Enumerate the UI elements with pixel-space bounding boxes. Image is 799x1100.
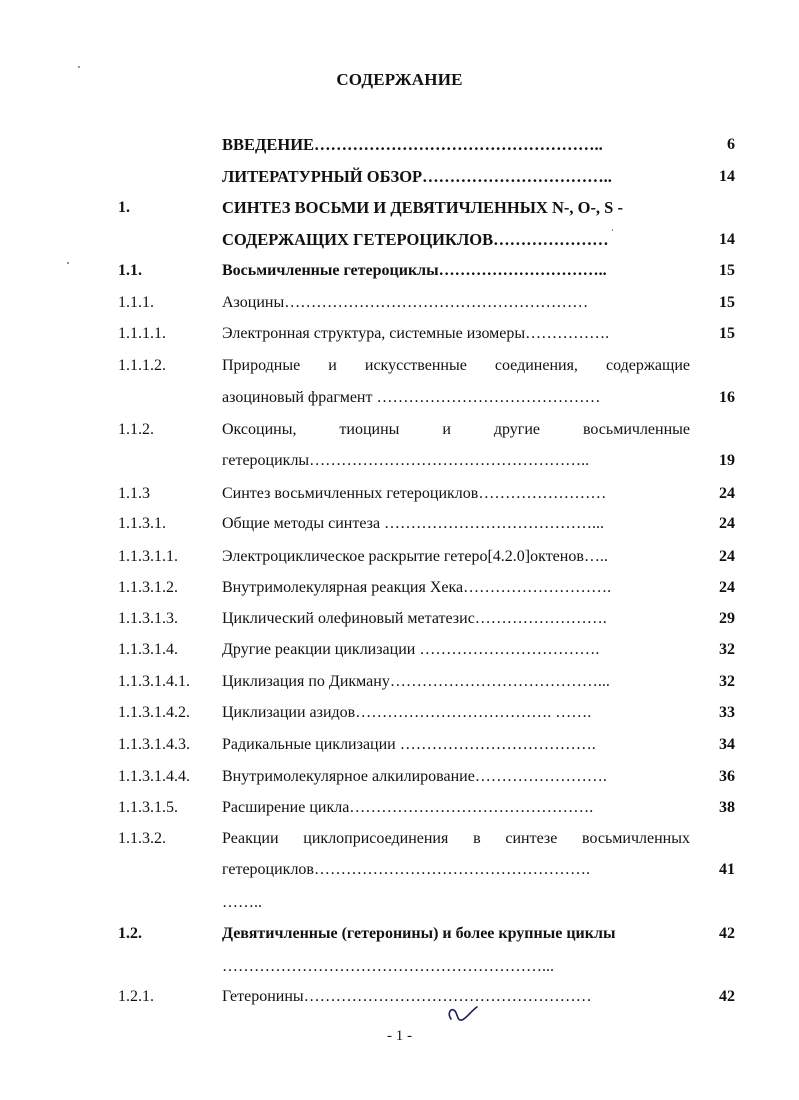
toc-entry-number: 1. bbox=[118, 199, 130, 216]
toc-entry-number: 1.1.1.2. bbox=[118, 357, 166, 374]
toc-entry-page: 36 bbox=[719, 768, 735, 785]
toc-entry bbox=[0, 767, 799, 798]
toc-entry bbox=[0, 293, 799, 324]
toc-entry-number: 1.1.3.1.4.1. bbox=[118, 673, 190, 690]
toc-entry-number: 1.1.2. bbox=[118, 421, 154, 438]
toc-entry-title: Реакции циклоприсоединения в синтезе восьмичленных bbox=[222, 830, 690, 847]
toc-entry bbox=[0, 672, 799, 703]
toc-entry-number: 1.1.3.1.5. bbox=[118, 799, 178, 816]
toc-entry bbox=[0, 420, 799, 451]
toc-entry bbox=[0, 167, 799, 198]
toc-entry-title: Оксоцины, тиоцины и другие восьмичленные bbox=[222, 421, 690, 438]
toc-entry-number: 1.1.1. bbox=[118, 294, 154, 311]
toc-entry-page: 32 bbox=[719, 641, 735, 658]
toc-entry bbox=[0, 829, 799, 860]
toc-entry-page: 29 bbox=[719, 610, 735, 627]
toc-entry-number: 1.1.3.1.4. bbox=[118, 641, 178, 658]
toc-entry-title: Расширение цикла………………………………………. bbox=[222, 799, 594, 816]
toc-entry-title: Другие реакции циклизации ……………………………. bbox=[222, 641, 600, 658]
toc-entry-title: Гетеронины……………………………………………… bbox=[222, 988, 592, 1005]
toc-entry bbox=[0, 987, 799, 1018]
toc-entry-title: Электронная структура, системные изомеры……………. bbox=[222, 325, 610, 342]
toc-entry bbox=[0, 261, 799, 292]
toc-entry-page: 24 bbox=[719, 579, 735, 596]
toc-entry-number: 1.2.1. bbox=[118, 988, 154, 1005]
toc-entry-title: азоциновый фрагмент …………………………………… bbox=[222, 389, 601, 406]
toc-entry-number: 1.1.3.1. bbox=[118, 515, 166, 532]
toc-entry-number: 1.1.1.1. bbox=[118, 325, 166, 342]
toc-entry bbox=[0, 924, 799, 955]
page-number-footer: - 1 - bbox=[387, 1028, 412, 1044]
toc-entry-title: Электроциклическое раскрытие гетеро[4.2.0]октенов….. bbox=[222, 548, 608, 565]
toc-entry-page: 32 bbox=[719, 673, 735, 690]
toc-entry-title: Азоцины………………………………………………… bbox=[222, 294, 589, 311]
toc-entry-number: 1.1. bbox=[118, 262, 142, 279]
toc-entry-number: 1.1.3 bbox=[118, 485, 150, 502]
toc-entry-page: 19 bbox=[719, 452, 735, 469]
toc-entry-number: 1.1.3.1.4.4. bbox=[118, 768, 190, 785]
toc-entry-title: Циклизации азидов………………………………. ……. bbox=[222, 704, 592, 721]
toc-entry-number: 1.1.3.1.4.3. bbox=[118, 736, 190, 753]
toc-entry bbox=[0, 135, 799, 166]
handwritten-signature-icon bbox=[445, 1003, 485, 1025]
toc-entry-number: 1.1.3.2. bbox=[118, 830, 166, 847]
toc-entry-page: 42 bbox=[719, 925, 735, 942]
toc-entry bbox=[0, 484, 799, 515]
toc-entry-number: 1.2. bbox=[118, 925, 142, 942]
toc-entry bbox=[0, 860, 799, 891]
toc-entry-page: 15 bbox=[719, 262, 735, 279]
toc-entry-number: 1.1.3.1.4.2. bbox=[118, 704, 190, 721]
toc-entry-title: Природные и искусственные соединения, содержащие bbox=[222, 357, 690, 374]
toc-entry-title: гетероциклы…………………………………………….. bbox=[222, 452, 590, 469]
toc-entry-title: Радикальные циклизации ………………………………. bbox=[222, 736, 596, 753]
toc-entry-number: 1.1.3.1.2. bbox=[118, 579, 178, 596]
toc-entry-title: Циклизация по Дикману…………………………………... bbox=[222, 673, 610, 690]
toc-entry-page: 41 bbox=[719, 861, 735, 878]
toc-entry-title: Внутримолекулярное алкилирование……………………. bbox=[222, 768, 607, 785]
toc-entry bbox=[0, 578, 799, 609]
toc-entry bbox=[0, 547, 799, 578]
toc-entry-page: 6 bbox=[727, 136, 735, 153]
toc-entry bbox=[0, 703, 799, 734]
toc-entry-page: 15 bbox=[719, 294, 735, 311]
toc-entry-page: 42 bbox=[719, 988, 735, 1005]
toc-entry-title: гетероциклов……………………………………………. bbox=[222, 861, 590, 878]
toc-entry-title: ВВЕДЕНИЕ…………………………………………….. bbox=[222, 135, 603, 154]
toc-entry bbox=[0, 609, 799, 640]
toc-entry-title: Восьмичленные гетероциклы………………………….. bbox=[222, 262, 607, 279]
toc-entry-title: Синтез восьмичленных гетероциклов…………………… bbox=[222, 485, 607, 502]
toc-entry-page: 24 bbox=[719, 548, 735, 565]
toc-entry-number: 1.1.3.1.1. bbox=[118, 548, 178, 565]
toc-entry-number: 1.1.3.1.3. bbox=[118, 610, 178, 627]
toc-entry-page: 34 bbox=[719, 736, 735, 753]
toc-entry-page: 14 bbox=[719, 168, 735, 185]
toc-entry bbox=[0, 451, 799, 482]
scan-speck bbox=[78, 66, 80, 68]
toc-entry-title: СОДЕРЖАЩИХ ГЕТЕРОЦИКЛОВ………………… bbox=[222, 230, 609, 249]
toc-entry-page: 38 bbox=[719, 799, 735, 816]
toc-entry-page: 14 bbox=[719, 231, 735, 248]
toc-entry-page: 15 bbox=[719, 325, 735, 342]
toc-entry bbox=[0, 230, 799, 261]
toc-entry-title: ЛИТЕРАТУРНЫЙ ОБЗОР…………………………….. bbox=[222, 167, 612, 186]
toc-entry-page: 16 bbox=[719, 389, 735, 406]
toc-entry-page: 33 bbox=[719, 704, 735, 721]
toc-entry-title: …….. bbox=[222, 894, 262, 911]
toc-entry-title: ……………………………………………………... bbox=[222, 958, 554, 975]
toc-entry bbox=[0, 388, 799, 419]
toc-entry bbox=[0, 356, 799, 387]
toc-entry-page: 24 bbox=[719, 515, 735, 532]
toc-entry bbox=[0, 957, 799, 988]
toc-entry-title: Девятичленные (гетеронины) и более крупные циклы bbox=[222, 925, 616, 942]
toc-entry bbox=[0, 640, 799, 671]
toc-entry-title: СИНТЕЗ ВОСЬМИ И ДЕВЯТИЧЛЕННЫХ N-, O-, S - bbox=[222, 198, 623, 217]
toc-entry-title: Внутримолекулярная реакция Хека………………………. bbox=[222, 579, 612, 596]
toc-entry bbox=[0, 324, 799, 355]
toc-entry-page: 24 bbox=[719, 485, 735, 502]
toc-entry bbox=[0, 198, 799, 229]
toc-entry bbox=[0, 514, 799, 545]
toc-entry-title: Общие методы синтеза …………………………………... bbox=[222, 515, 605, 532]
toc-entry bbox=[0, 798, 799, 829]
toc-entry bbox=[0, 735, 799, 766]
page-title: СОДЕРЖАНИЕ bbox=[336, 70, 463, 89]
toc-entry bbox=[0, 893, 799, 924]
toc-entry-title: Циклический олефиновый метатезис……………………. bbox=[222, 610, 607, 627]
